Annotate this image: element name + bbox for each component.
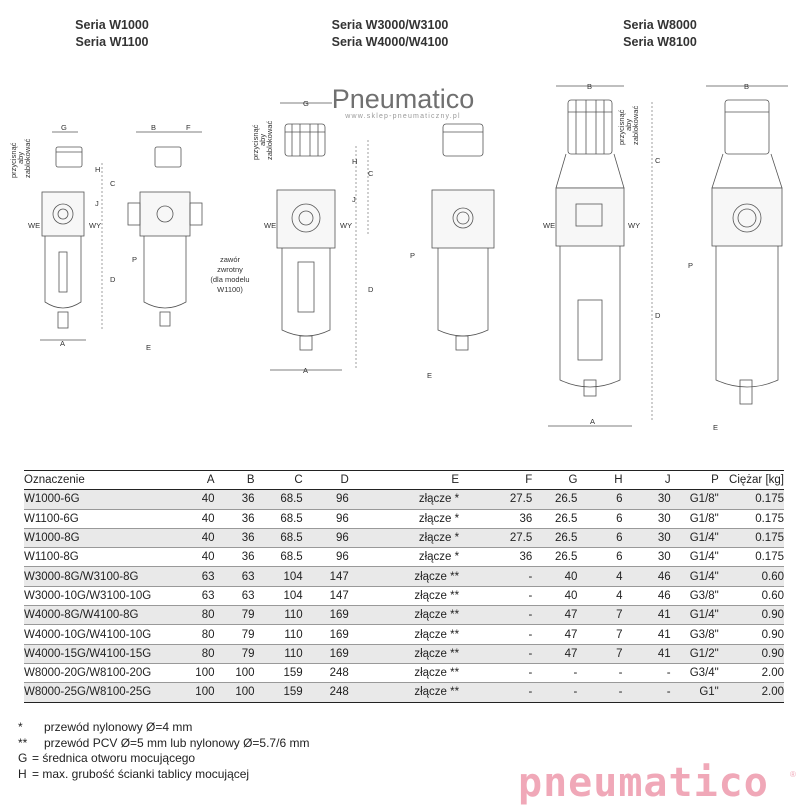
dim-label: G xyxy=(61,123,67,132)
cell-d: 96 xyxy=(336,551,349,564)
cell-c: 68.5 xyxy=(280,551,303,564)
watermark-url: www.sklep-pneumaticzny.pl xyxy=(345,113,461,120)
cell-h: 7 xyxy=(616,609,623,622)
cell-h: 6 xyxy=(616,512,623,525)
dim-label: G xyxy=(303,99,309,108)
cell-g: 26.5 xyxy=(555,512,578,525)
series-title-line1: Seria W8000 xyxy=(623,18,697,32)
col-header-weight: Ciężar [kg] xyxy=(719,471,784,490)
cell-g: 47 xyxy=(564,609,578,622)
dim-label: H xyxy=(95,165,101,174)
cell-c: 68.5 xyxy=(280,512,303,525)
w1000-front-drawing xyxy=(40,132,86,340)
valve-note-line: (dla modelu xyxy=(210,275,250,284)
dim-label: E xyxy=(146,343,152,352)
press-note-line: przycisnąć xyxy=(251,124,260,160)
cell-e: złącze ** xyxy=(414,647,460,660)
cell-c: 68.5 xyxy=(280,493,303,506)
cell-d: 147 xyxy=(329,570,349,583)
cell-f: - xyxy=(528,609,533,622)
w8100-side-drawing xyxy=(706,86,788,404)
cell-f: - xyxy=(528,686,533,699)
dim-label: J xyxy=(352,195,356,204)
cell-j: 30 xyxy=(657,493,671,506)
cell-p: G1/4" xyxy=(689,532,719,545)
cell-name: W8000-25G/W8100-25G xyxy=(24,686,152,699)
cell-e: złącze ** xyxy=(414,686,460,699)
cell-c: 68.5 xyxy=(280,532,303,545)
cell-c: 110 xyxy=(284,647,303,660)
cell-weight: 0.60 xyxy=(761,570,784,583)
dim-label: E xyxy=(713,423,719,432)
cell-b: 63 xyxy=(241,570,255,583)
cell-b: 63 xyxy=(241,589,255,602)
spec-table xyxy=(24,470,784,703)
cell-name: W8000-20G/W8100-20G xyxy=(24,667,152,680)
dim-label: B xyxy=(587,82,593,91)
col-header-j: J xyxy=(623,471,671,490)
table-header-row xyxy=(24,471,784,490)
dim-label: B xyxy=(151,123,157,132)
press-note-w1000 xyxy=(9,139,32,178)
series-title-line1: Seria W1000 xyxy=(75,18,149,32)
footnote-text: przewód nylonowy Ø=4 mm xyxy=(44,720,193,734)
cell-name: W4000-8G/W4100-8G xyxy=(24,609,139,622)
cell-f: 27.5 xyxy=(509,493,533,506)
cell-j: - xyxy=(666,667,671,680)
cell-e: złącze ** xyxy=(414,589,460,602)
cell-d: 169 xyxy=(329,628,349,641)
dim-label: D xyxy=(110,275,116,284)
cell-f: 36 xyxy=(519,551,533,564)
cell-name: W1100-6G xyxy=(24,512,79,525)
cell-f: - xyxy=(528,667,533,680)
cell-g: 26.5 xyxy=(555,551,578,564)
cell-c: 104 xyxy=(283,570,303,583)
cell-f: - xyxy=(528,647,533,660)
cell-b: 79 xyxy=(241,628,255,641)
cell-a: 40 xyxy=(201,532,215,545)
cell-f: - xyxy=(528,589,533,602)
cell-h: 6 xyxy=(616,532,623,545)
footnote-mark: * xyxy=(18,720,23,734)
table-row xyxy=(24,509,784,528)
cell-e: złącze ** xyxy=(414,570,460,583)
cell-weight: 0.175 xyxy=(755,532,784,545)
footnote xyxy=(18,751,309,767)
cell-d: 248 xyxy=(329,686,349,699)
footnote-text: = max. grubość ścianki tablicy mocującej xyxy=(32,766,250,781)
footnote-mark: H xyxy=(18,766,27,781)
cell-d: 147 xyxy=(329,589,349,602)
cell-g: - xyxy=(573,667,578,680)
dim-label: A xyxy=(590,417,596,426)
spec-table-body xyxy=(24,490,784,702)
table-row xyxy=(24,663,784,682)
cell-d: 96 xyxy=(336,512,349,525)
cell-h: 4 xyxy=(616,589,623,602)
cell-name: W4000-10G/W4100-10G xyxy=(24,628,152,641)
dim-label: J xyxy=(95,199,99,208)
footnote xyxy=(18,736,309,752)
series-title-line1: Seria W3000/W3100 xyxy=(331,18,449,32)
col-header-c: C xyxy=(255,471,303,490)
col-header-f: F xyxy=(459,471,532,490)
cell-b: 100 xyxy=(235,686,255,699)
cell-g: 47 xyxy=(564,647,578,660)
col-header-name: Oznaczenie xyxy=(24,471,174,490)
footnotes xyxy=(18,720,309,782)
dim-label: WE xyxy=(264,221,277,230)
press-note-line: zablokować xyxy=(631,105,640,145)
cell-b: 36 xyxy=(241,551,255,564)
cell-weight: 0.175 xyxy=(755,551,784,564)
cell-h: 6 xyxy=(616,551,623,564)
col-header-a: A xyxy=(174,471,214,490)
cell-f: - xyxy=(528,570,533,583)
cell-e: złącze ** xyxy=(414,609,460,622)
cell-f: - xyxy=(528,628,533,641)
cell-h: 7 xyxy=(616,647,623,660)
cell-p: G1/8" xyxy=(689,493,719,506)
dim-label: WY xyxy=(340,221,353,230)
cell-g: 40 xyxy=(564,589,578,602)
cell-name: W1100-8G xyxy=(24,551,79,564)
cell-j: 41 xyxy=(657,628,671,641)
cell-a: 100 xyxy=(195,686,215,699)
footnote xyxy=(18,767,309,783)
cell-name: W3000-8G/W3100-8G xyxy=(24,570,139,583)
footnote-mark: ** xyxy=(18,735,28,750)
cell-d: 169 xyxy=(329,609,349,622)
cell-d: 248 xyxy=(329,667,349,680)
cell-p: G1/4" xyxy=(689,551,719,564)
cell-e: złącze ** xyxy=(414,628,460,641)
cell-name: W1000-6G xyxy=(24,493,80,506)
registered-mark: ® xyxy=(790,770,796,779)
table-row xyxy=(24,567,784,586)
cell-h: 7 xyxy=(616,628,623,641)
table-row xyxy=(24,625,784,644)
series-title-line2: Seria W4000/W4100 xyxy=(331,35,449,49)
table-row xyxy=(24,644,784,663)
table-row xyxy=(24,683,784,702)
dim-label: D xyxy=(368,285,374,294)
cell-j: 41 xyxy=(657,647,671,660)
cell-weight: 0.90 xyxy=(761,647,784,660)
footnote xyxy=(18,720,309,736)
dim-label: P xyxy=(132,255,138,264)
footnote-mark: G xyxy=(18,751,28,765)
w1100-side-drawing xyxy=(128,132,202,326)
cell-b: 100 xyxy=(235,667,255,680)
cell-e: złącze * xyxy=(418,551,460,564)
col-header-b: B xyxy=(214,471,254,490)
table-row xyxy=(24,606,784,625)
cell-c: 159 xyxy=(283,667,303,680)
press-note-line: zablokować xyxy=(265,120,274,160)
col-header-p: P xyxy=(671,471,719,490)
cell-weight: 2.00 xyxy=(761,667,784,680)
table-row xyxy=(24,548,784,567)
cell-a: 40 xyxy=(201,512,215,525)
dim-label: D xyxy=(655,311,661,320)
valve-note-line: W1100) xyxy=(217,285,243,294)
cell-c: 159 xyxy=(283,686,303,699)
cell-j: 46 xyxy=(657,589,671,602)
cell-g: 47 xyxy=(564,628,578,641)
table-row xyxy=(24,528,784,547)
press-note-line: aby xyxy=(624,118,633,131)
cell-a: 40 xyxy=(201,493,215,506)
cell-p: G3/8" xyxy=(689,628,719,641)
press-note-w3000 xyxy=(251,121,274,160)
footnote-text: przewód PCV Ø=5 mm lub nylonowy Ø=5.7/6 mm xyxy=(44,735,310,750)
cell-e: złącze * xyxy=(418,532,460,545)
cell-h: - xyxy=(618,667,623,680)
cell-p: G1/4" xyxy=(689,609,719,622)
dim-label: WY xyxy=(89,221,102,230)
cell-a: 100 xyxy=(195,667,215,680)
cell-weight: 0.60 xyxy=(761,589,784,602)
press-note-w8000 xyxy=(617,106,640,145)
cell-e: złącze * xyxy=(418,493,460,506)
cell-f: 36 xyxy=(519,512,533,525)
cell-e: złącze ** xyxy=(414,667,460,680)
col-header-h: H xyxy=(577,471,622,490)
cell-j: - xyxy=(666,686,671,699)
dim-label: B xyxy=(744,82,750,91)
cell-a: 80 xyxy=(201,609,215,622)
cell-e: złącze * xyxy=(418,512,460,525)
cell-weight: 2.00 xyxy=(761,686,784,699)
cell-j: 30 xyxy=(657,532,671,545)
dim-label: P xyxy=(688,261,694,270)
dim-label: E xyxy=(427,371,433,380)
dim-label: WE xyxy=(543,221,556,230)
cell-h: 6 xyxy=(616,493,623,506)
cell-j: 30 xyxy=(657,512,671,525)
cell-name: W3000-10G/W3100-10G xyxy=(24,589,152,602)
press-note-line: przycisnąć xyxy=(617,109,626,145)
cell-a: 63 xyxy=(201,589,215,602)
valve-note xyxy=(210,255,249,294)
cell-h: - xyxy=(618,686,623,699)
col-header-d: D xyxy=(303,471,349,490)
dim-label: A xyxy=(303,366,309,375)
valve-note-line: zwrotny xyxy=(217,265,243,274)
cell-g: 26.5 xyxy=(555,493,578,506)
dim-label: WE xyxy=(28,221,41,230)
watermark-title: Pneumatico xyxy=(331,84,475,114)
table-row xyxy=(24,586,784,605)
cell-b: 36 xyxy=(241,532,255,545)
press-note-line: przycisnąć xyxy=(9,142,18,178)
cell-j: 46 xyxy=(657,570,671,583)
cell-weight: 0.90 xyxy=(761,628,784,641)
cell-d: 96 xyxy=(336,532,349,545)
cell-d: 96 xyxy=(336,493,349,506)
cell-c: 110 xyxy=(284,609,303,622)
cell-h: 4 xyxy=(616,570,623,583)
cell-d: 169 xyxy=(329,647,349,660)
pneumatico-logo: pneumatico xyxy=(518,760,769,806)
cell-b: 79 xyxy=(241,647,255,660)
press-note-line: zablokować xyxy=(23,138,32,178)
cell-f: 27.5 xyxy=(509,532,533,545)
series-title-line2: Seria W8100 xyxy=(623,35,697,49)
cell-c: 110 xyxy=(284,628,303,641)
dim-label: A xyxy=(60,339,66,348)
cell-p: G1/8" xyxy=(689,512,719,525)
cell-weight: 0.175 xyxy=(755,512,784,525)
cell-a: 63 xyxy=(201,570,215,583)
cell-a: 80 xyxy=(201,647,215,660)
cell-g: 26.5 xyxy=(555,532,578,545)
dim-label: WY xyxy=(628,221,641,230)
cell-a: 40 xyxy=(201,551,215,564)
col-header-e: E xyxy=(349,471,459,490)
cell-g: - xyxy=(573,686,578,699)
cell-b: 36 xyxy=(241,493,255,506)
cell-b: 36 xyxy=(241,512,255,525)
col-header-g: G xyxy=(532,471,577,490)
cell-g: 40 xyxy=(564,570,578,583)
dim-label: H xyxy=(352,157,358,166)
cell-p: G1/4" xyxy=(689,570,719,583)
cell-b: 79 xyxy=(241,609,255,622)
footnote-text: = średnica otworu mocującego xyxy=(32,751,196,765)
cell-c: 104 xyxy=(283,589,303,602)
cell-j: 30 xyxy=(657,551,671,564)
dim-label: C xyxy=(655,156,661,165)
cell-p: G1/2" xyxy=(689,647,719,660)
cell-a: 80 xyxy=(201,628,215,641)
press-note-line: aby xyxy=(258,133,267,146)
valve-note-line: zawór xyxy=(219,255,241,264)
cell-j: 41 xyxy=(657,609,671,622)
press-note-line: aby xyxy=(16,151,25,164)
cell-name: W1000-8G xyxy=(24,532,80,545)
cell-weight: 0.90 xyxy=(761,609,784,622)
table-row xyxy=(24,490,784,509)
cell-p: G1" xyxy=(699,686,719,699)
dim-label: C xyxy=(110,179,116,188)
w3100-side-drawing xyxy=(432,124,494,350)
cell-p: G3/8" xyxy=(689,589,719,602)
dim-label: C xyxy=(368,169,374,178)
cell-name: W4000-15G/W4100-15G xyxy=(24,647,152,660)
cell-weight: 0.175 xyxy=(755,493,784,506)
w3000-front-drawing xyxy=(270,103,342,370)
dim-label: F xyxy=(186,123,191,132)
series-title-line2: Seria W1100 xyxy=(75,35,149,49)
cell-p: G3/4" xyxy=(689,667,719,680)
dim-label: P xyxy=(410,251,416,260)
